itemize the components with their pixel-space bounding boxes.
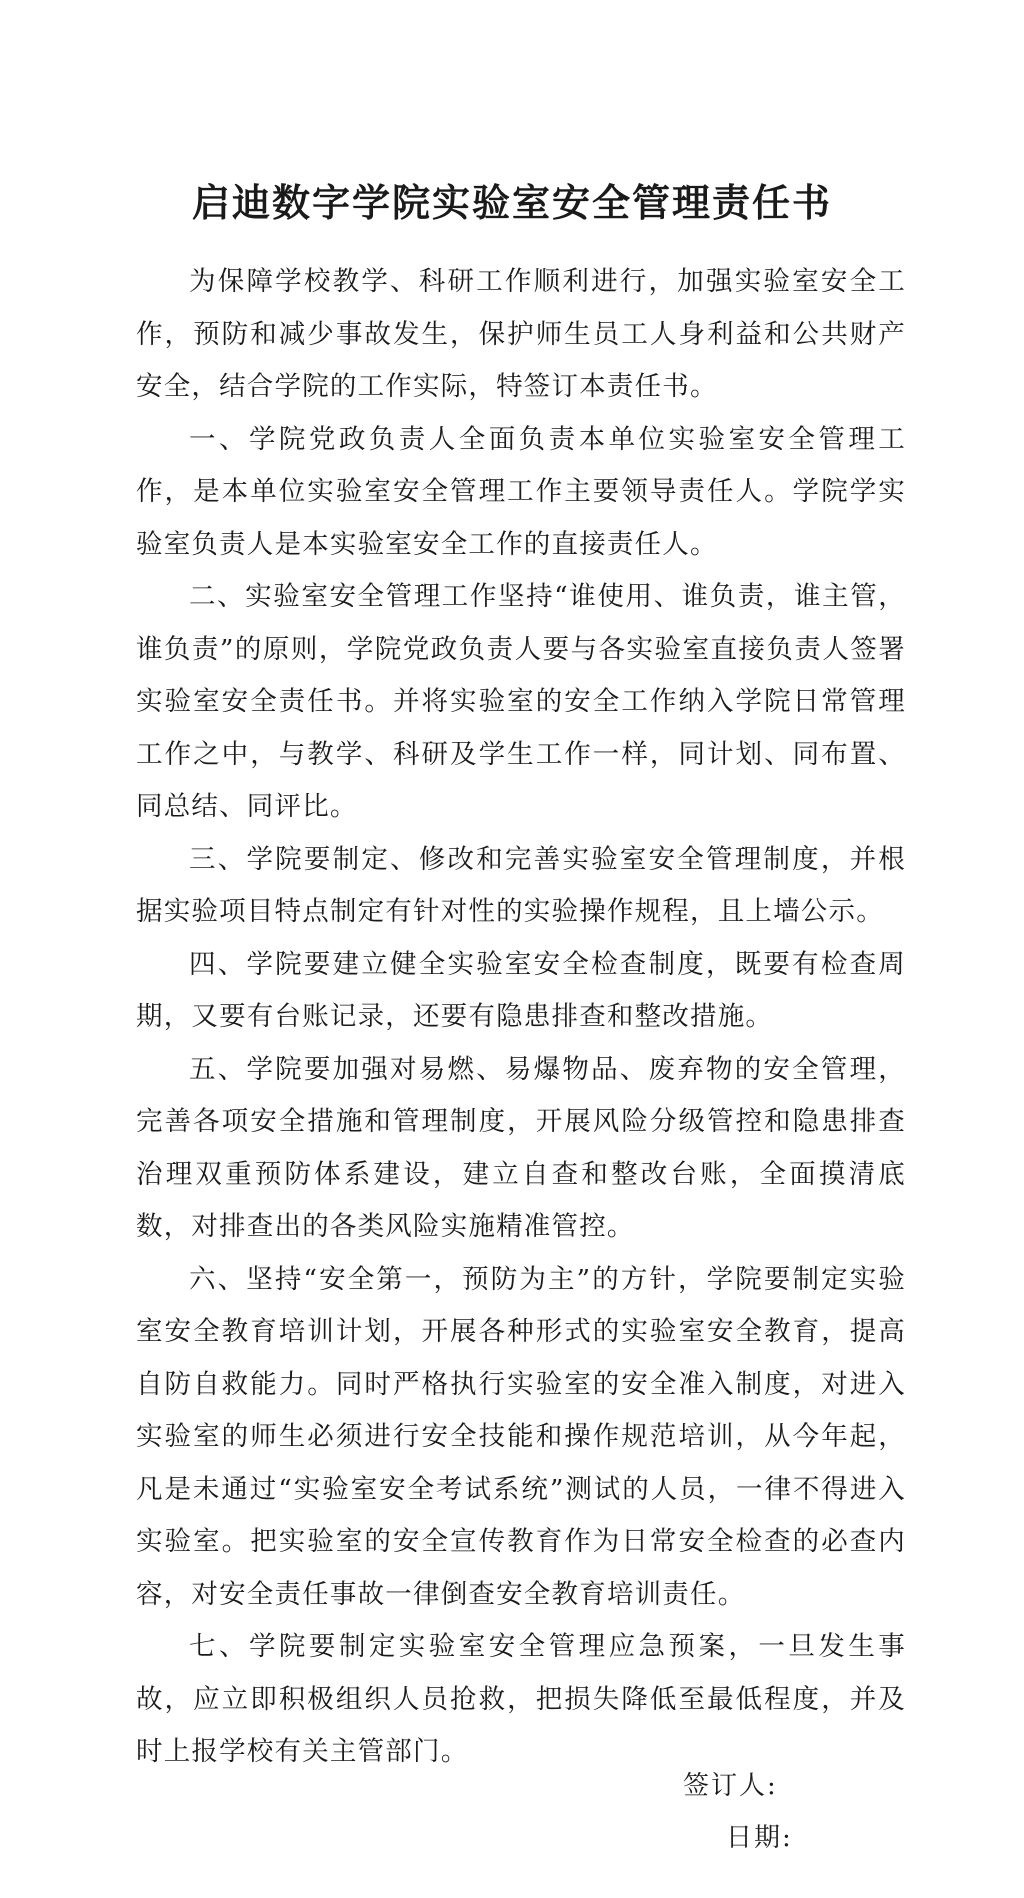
paragraph-clause-3: 三、学院要制定、修改和完善实验室安全管理制度，并根据实验项目特点制定有针对性的实验操作规程，且上墙公示。 xyxy=(136,843,906,927)
document-body xyxy=(136,256,906,1779)
paragraph-clause-7: 七、学院要制定实验室安全管理应急预案，一旦发生事故，应立即积极组织人员抢救，把损失降低至最低程度，并及时上报学校有关主管部门。 xyxy=(136,1631,906,1767)
date-label: 日期: xyxy=(726,1823,793,1853)
signer-label: 签订人: xyxy=(683,1771,778,1801)
paragraph-clause-1: 一、学院党政负责人全面负责本单位实验室安全管理工作，是本单位实验室安全管理工作主要领导责任人。学院学实验室负责人是本实验室安全工作的直接责任人。 xyxy=(136,423,906,560)
paragraph-clause-4: 四、学院要建立健全实验室安全检查制度，既要有检查周期，又要有台账记录，还要有隐患排查和整改措施。 xyxy=(136,948,906,1032)
paragraph-intro: 为保障学校教学、科研工作顺利进行，加强实验室安全工作，预防和减少事故发生，保护师生员工人身利益和公共财产安全，结合学院的工作实际，特签订本责任书。 xyxy=(136,266,906,402)
paragraph-clause-6: 六、坚持“安全第一，预防为主”的方针，学院要制定实验室安全教育培训计划，开展各种形式的实验室安全教育，提高自防自救能力。同时严格执行实验室的安全准入制度，对进入实验室的师生必须进行安全技能和操作规范培训，从今年起，凡是未通过“实验室安全考试系统”测试的人员，一律不得进入实验室。把实验室的安全宣传教育作为日常安全检查的必查内容，对安全责任事故一律倒查安全教育培训责任。 xyxy=(136,1263,906,1610)
document-title: 启迪数字学院实验室安全管理责任书 xyxy=(191,180,832,225)
paragraph-clause-5: 五、学院要加强对易燃、易爆物品、废弃物的安全管理，完善各项安全措施和管理制度，开展风险分级管控和隐患排查治理双重预防体系建设，建立自查和整改台账，全面摸清底数，对排查出的各类风险实施精准管控。 xyxy=(136,1053,906,1242)
paragraph-clause-2: 二、实验室安全管理工作坚持“谁使用、谁负责，谁主管，谁负责”的原则，学院党政负责人要与各实验室直接负责人签署实验室安全责任书。并将实验室的安全工作纳入学院日常管理工作之中，与教学、科研及学生工作一样，同计划、同布置、同总结、同评比。 xyxy=(136,581,906,822)
